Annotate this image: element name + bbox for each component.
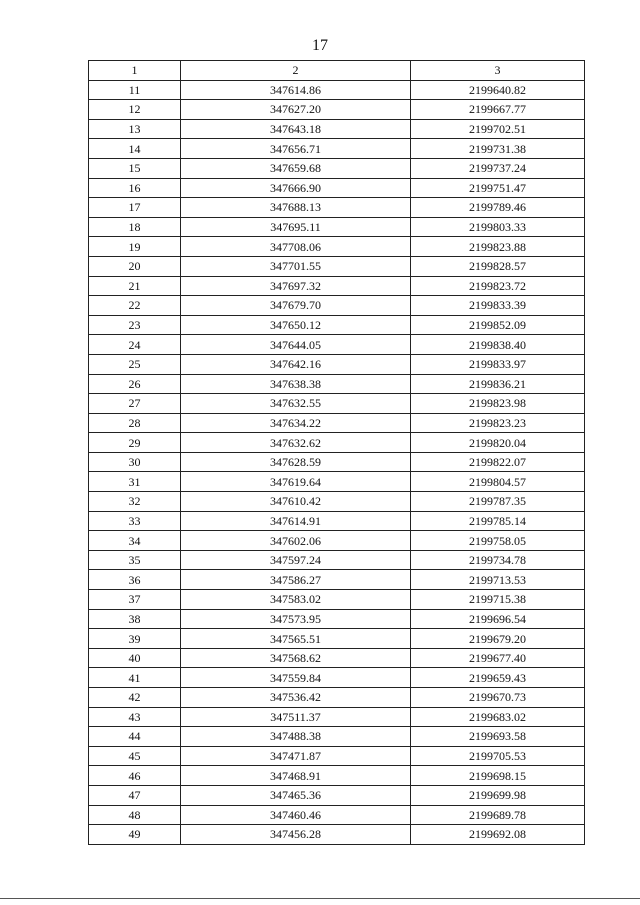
page-number: 17 [312,37,328,54]
y-coordinate-cell: 2199679.20 [411,629,585,649]
y-coordinate-cell: 2199823.23 [411,413,585,433]
column-header-1: 1 [89,61,181,81]
table-row [89,256,585,276]
x-coordinate-cell: 347568.62 [181,648,411,668]
table-row [89,570,585,590]
x-coordinate-cell: 347644.05 [181,335,411,355]
point-number-cell: 13 [89,119,181,139]
x-coordinate-cell: 347697.32 [181,276,411,296]
table-row [89,433,585,453]
y-coordinate-cell: 2199787.35 [411,492,585,512]
table-row [89,374,585,394]
x-coordinate-cell: 347465.36 [181,785,411,805]
column-header-2: 2 [181,61,411,81]
y-coordinate-cell: 2199820.04 [411,433,585,453]
y-coordinate-cell: 2199823.98 [411,394,585,414]
x-coordinate-cell: 347602.06 [181,531,411,551]
table-row [89,492,585,512]
y-coordinate-cell: 2199803.33 [411,217,585,237]
point-number-cell: 18 [89,217,181,237]
table-row [89,707,585,727]
x-coordinate-cell: 347511.37 [181,707,411,727]
y-coordinate-cell: 2199693.58 [411,727,585,747]
point-number-cell: 39 [89,629,181,649]
y-coordinate-cell: 2199692.08 [411,825,585,845]
point-number-cell: 44 [89,727,181,747]
x-coordinate-cell: 347679.70 [181,296,411,316]
x-coordinate-cell: 347632.55 [181,394,411,414]
x-coordinate-cell: 347488.38 [181,727,411,747]
table-row [89,158,585,178]
table-row [89,629,585,649]
x-coordinate-cell: 347642.16 [181,354,411,374]
y-coordinate-cell: 2199838.40 [411,335,585,355]
x-coordinate-cell: 347666.90 [181,178,411,198]
table-row [89,335,585,355]
point-number-cell: 37 [89,590,181,610]
point-number-cell: 35 [89,550,181,570]
point-number-cell: 43 [89,707,181,727]
x-coordinate-cell: 347659.68 [181,158,411,178]
y-coordinate-cell: 2199670.73 [411,688,585,708]
point-number-cell: 38 [89,609,181,629]
point-number-cell: 46 [89,766,181,786]
y-coordinate-cell: 2199683.02 [411,707,585,727]
point-number-cell: 30 [89,452,181,472]
table-row [89,472,585,492]
point-number-cell: 14 [89,139,181,159]
x-coordinate-cell: 347610.42 [181,492,411,512]
x-coordinate-cell: 347708.06 [181,237,411,257]
point-number-cell: 25 [89,354,181,374]
y-coordinate-cell: 2199852.09 [411,315,585,335]
x-coordinate-cell: 347638.38 [181,374,411,394]
table-row [89,688,585,708]
point-number-cell: 11 [89,80,181,100]
table-row [89,354,585,374]
table-row [89,825,585,845]
table-row [89,80,585,100]
y-coordinate-cell: 2199659.43 [411,668,585,688]
point-number-cell: 29 [89,433,181,453]
x-coordinate-cell: 347634.22 [181,413,411,433]
table-row [89,276,585,296]
x-coordinate-cell: 347583.02 [181,590,411,610]
point-number-cell: 12 [89,100,181,120]
point-number-cell: 36 [89,570,181,590]
y-coordinate-cell: 2199833.97 [411,354,585,374]
x-coordinate-cell: 347688.13 [181,198,411,218]
x-coordinate-cell: 347468.91 [181,766,411,786]
y-coordinate-cell: 2199785.14 [411,511,585,531]
y-coordinate-cell: 2199828.57 [411,256,585,276]
y-coordinate-cell: 2199677.40 [411,648,585,668]
y-coordinate-cell: 2199713.53 [411,570,585,590]
column-header-3: 3 [411,61,585,81]
coordinates-table [88,60,585,845]
point-number-cell: 45 [89,746,181,766]
table-body [89,80,585,844]
x-coordinate-cell: 347627.20 [181,100,411,120]
y-coordinate-cell: 2199640.82 [411,80,585,100]
point-number-cell: 19 [89,237,181,257]
x-coordinate-cell: 347650.12 [181,315,411,335]
y-coordinate-cell: 2199734.78 [411,550,585,570]
table-row [89,198,585,218]
page-bottom-rule [0,898,640,899]
x-coordinate-cell: 347643.18 [181,119,411,139]
y-coordinate-cell: 2199689.78 [411,805,585,825]
table-row [89,805,585,825]
y-coordinate-cell: 2199715.38 [411,590,585,610]
table-row [89,766,585,786]
y-coordinate-cell: 2199833.39 [411,296,585,316]
y-coordinate-cell: 2199696.54 [411,609,585,629]
x-coordinate-cell: 347536.42 [181,688,411,708]
point-number-cell: 49 [89,825,181,845]
x-coordinate-cell: 347701.55 [181,256,411,276]
point-number-cell: 24 [89,335,181,355]
point-number-cell: 42 [89,688,181,708]
x-coordinate-cell: 347656.71 [181,139,411,159]
table-row [89,452,585,472]
point-number-cell: 31 [89,472,181,492]
point-number-cell: 32 [89,492,181,512]
point-number-cell: 28 [89,413,181,433]
table-row [89,590,585,610]
point-number-cell: 16 [89,178,181,198]
x-coordinate-cell: 347565.51 [181,629,411,649]
table-row [89,139,585,159]
y-coordinate-cell: 2199705.53 [411,746,585,766]
point-number-cell: 41 [89,668,181,688]
table-row [89,746,585,766]
table-header-row [89,61,585,81]
point-number-cell: 23 [89,315,181,335]
table-row [89,217,585,237]
point-number-cell: 33 [89,511,181,531]
point-number-cell: 47 [89,785,181,805]
x-coordinate-cell: 347632.62 [181,433,411,453]
x-coordinate-cell: 347614.86 [181,80,411,100]
point-number-cell: 27 [89,394,181,414]
point-number-cell: 15 [89,158,181,178]
y-coordinate-cell: 2199737.24 [411,158,585,178]
y-coordinate-cell: 2199758.05 [411,531,585,551]
y-coordinate-cell: 2199698.15 [411,766,585,786]
point-number-cell: 20 [89,256,181,276]
x-coordinate-cell: 347460.46 [181,805,411,825]
y-coordinate-cell: 2199699.98 [411,785,585,805]
table-row [89,413,585,433]
table-row [89,648,585,668]
x-coordinate-cell: 347573.95 [181,609,411,629]
table-row [89,315,585,335]
table-row [89,237,585,257]
table-row [89,550,585,570]
point-number-cell: 40 [89,648,181,668]
table-row [89,119,585,139]
point-number-cell: 26 [89,374,181,394]
y-coordinate-cell: 2199823.72 [411,276,585,296]
y-coordinate-cell: 2199789.46 [411,198,585,218]
x-coordinate-cell: 347614.91 [181,511,411,531]
point-number-cell: 34 [89,531,181,551]
x-coordinate-cell: 347695.11 [181,217,411,237]
table-row [89,668,585,688]
table-row [89,785,585,805]
table-row [89,296,585,316]
y-coordinate-cell: 2199823.88 [411,237,585,257]
table-row [89,531,585,551]
x-coordinate-cell: 347586.27 [181,570,411,590]
y-coordinate-cell: 2199731.38 [411,139,585,159]
table-row [89,178,585,198]
x-coordinate-cell: 347559.84 [181,668,411,688]
table-row [89,100,585,120]
table-row [89,511,585,531]
table-row [89,394,585,414]
point-number-cell: 21 [89,276,181,296]
point-number-cell: 17 [89,198,181,218]
point-number-cell: 48 [89,805,181,825]
y-coordinate-cell: 2199667.77 [411,100,585,120]
y-coordinate-cell: 2199751.47 [411,178,585,198]
y-coordinate-cell: 2199836.21 [411,374,585,394]
point-number-cell: 22 [89,296,181,316]
x-coordinate-cell: 347619.64 [181,472,411,492]
table-row [89,727,585,747]
y-coordinate-cell: 2199804.57 [411,472,585,492]
x-coordinate-cell: 347456.28 [181,825,411,845]
y-coordinate-cell: 2199702.51 [411,119,585,139]
y-coordinate-cell: 2199822.07 [411,452,585,472]
x-coordinate-cell: 347597.24 [181,550,411,570]
table-row [89,609,585,629]
x-coordinate-cell: 347628.59 [181,452,411,472]
x-coordinate-cell: 347471.87 [181,746,411,766]
